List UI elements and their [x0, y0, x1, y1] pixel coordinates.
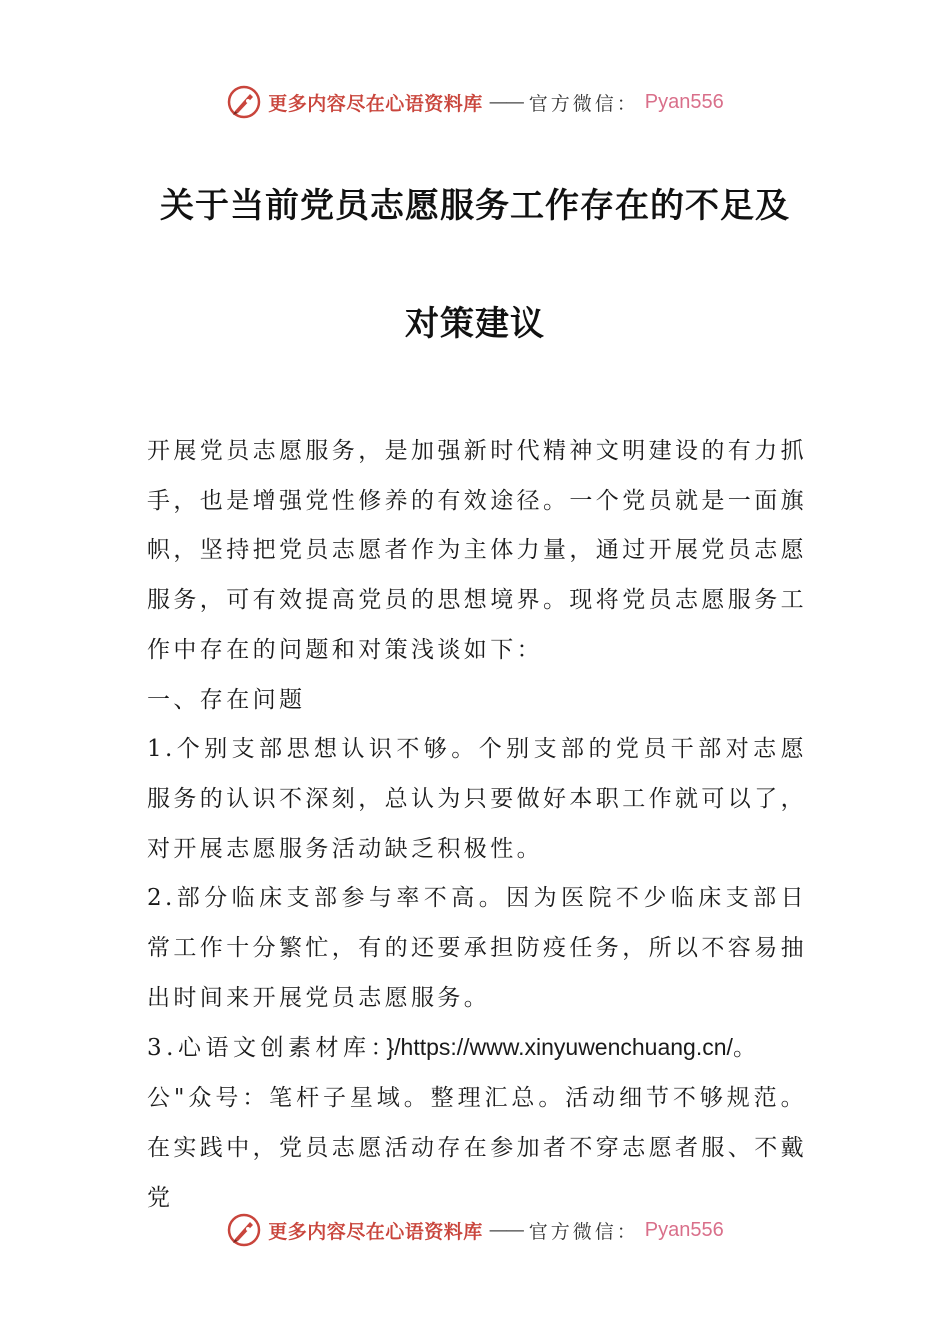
pen-logo-icon: [226, 84, 262, 120]
item3-url-link[interactable]: }/https://www.xinyuwenchuang.cn/: [386, 1034, 733, 1061]
section-heading: 一、存在问题: [147, 686, 306, 713]
footer-watermark-banner: [0, 1208, 950, 1252]
banner-wechat-id: Pyan556: [644, 1218, 724, 1241]
intro-paragraph: 开展党员志愿服务，是加强新时代精神文明建设的有力抓手，也是增强党性修养的有效途径。一个党员就是一面旗帜，坚持把党员志愿者作为主体力量，通过开展党员志愿服务，可有效提高党员的思想境界。现将党员志愿服务工作中存在的问题和对策浅谈如下：: [147, 438, 807, 663]
banner-wechat-label: 官方微信：: [528, 92, 639, 115]
document-title-line1: 关于当前党员志愿服务工作存在的不足及: [160, 186, 790, 226]
item3-url-end: 。: [732, 1035, 761, 1062]
banner-dash: ——: [488, 1219, 523, 1241]
problem-item-3-first-line: [147, 1023, 807, 1074]
banner-wechat-id: Pyan556: [644, 90, 724, 113]
item3-prefix: 3.心语文创素材库：: [147, 1035, 387, 1062]
banner-wechat-label: 官方微信：: [528, 1220, 639, 1243]
pen-logo-icon: [226, 1212, 262, 1248]
header-watermark-banner: [0, 80, 950, 124]
problem-item-1: 1.个别支部思想认识不够。个别支部的党员干部对志愿服务的认识不深刻，总认为只要做好本职工作就可以了，对开展志愿服务活动缺乏积极性。: [147, 736, 807, 862]
document-body: [147, 427, 807, 1223]
banner-brand-text: 更多内容尽在心语资料库: [268, 92, 483, 115]
problem-item-3-rest: 公"众号：笔杆子星域。整理汇总。活动细节不够规范。在实践中，党员志愿活动存在参加者不穿志愿者服、不戴党: [147, 1085, 807, 1211]
banner-dash: ——: [488, 91, 523, 113]
problem-item-2: 2.部分临床支部参与率不高。因为医院不少临床支部日常工作十分繁忙，有的还要承担防疫任务，所以不容易抽出时间来开展党员志愿服务。: [147, 885, 807, 1011]
banner-brand-text: 更多内容尽在心语资料库: [268, 1220, 483, 1243]
document-title-line2: 对策建议: [405, 304, 545, 344]
